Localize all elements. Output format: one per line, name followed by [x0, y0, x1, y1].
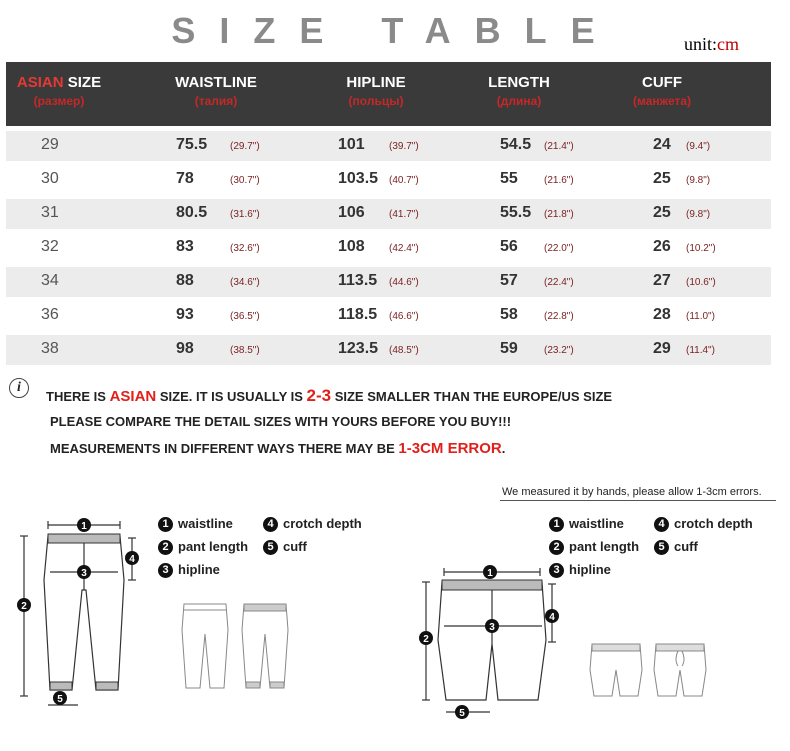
header-length: [459, 74, 579, 108]
header-length-ru: (длина): [496, 94, 542, 108]
cell-hip-in: (40.7"): [389, 175, 419, 186]
cell-waist: 78: [176, 170, 194, 187]
legend-shorts-num-4: 4: [654, 517, 669, 532]
shorts-callout-2: 2: [423, 634, 429, 645]
cell-length: 58: [500, 306, 518, 323]
table-row: [6, 267, 771, 297]
cell-waist: 75.5: [176, 136, 208, 153]
cell-length: 54.5: [500, 136, 532, 153]
cell-waist-in: (31.6"): [230, 209, 260, 220]
cell-size: 36: [41, 306, 59, 323]
header-cuff-ru: (манжета): [632, 94, 692, 108]
cell-hip-in: (48.5"): [389, 345, 419, 356]
legend-waistline-label: waistline: [178, 516, 233, 531]
legend-waistline: [158, 516, 233, 532]
cell-waist-in: (38.5"): [230, 345, 260, 356]
cell-hip: 113.5: [338, 272, 378, 289]
shorts-sketch-front: [588, 640, 644, 700]
cell-length: 55.5: [500, 204, 532, 221]
cell-cuff: 28: [653, 306, 671, 323]
shorts-callout-1: 1: [487, 568, 493, 579]
cell-hip-in: (46.6"): [389, 311, 419, 322]
header-waist: [156, 74, 276, 108]
note-line-1: [46, 386, 612, 406]
table-row: [6, 131, 771, 161]
cell-cuff: 26: [653, 238, 671, 255]
divider: [500, 500, 776, 501]
shorts-diagram: [412, 560, 572, 720]
header-size: [14, 74, 104, 108]
legend-pant-length: [158, 539, 248, 555]
legend-shorts-num-5: 5: [654, 540, 669, 555]
cell-cuff-in: (10.6"): [686, 277, 716, 288]
cell-waist: 83: [176, 238, 194, 255]
note-line-3: [50, 440, 505, 457]
table-row: [6, 233, 771, 263]
cell-cuff-in: (9.4"): [686, 141, 711, 152]
header-cuff: [602, 74, 722, 108]
cell-waist: 80.5: [176, 204, 208, 221]
cell-length: 59: [500, 340, 518, 357]
legend-shorts-num-1: 1: [549, 517, 564, 532]
table-header: [6, 62, 771, 126]
legend-shorts-waistline: [549, 516, 624, 532]
cell-length: 55: [500, 170, 518, 187]
note-1-a: THERE IS: [46, 389, 110, 404]
shorts-callout-3: 3: [489, 622, 495, 633]
cell-hip: 118.5: [338, 306, 378, 323]
cell-cuff: 25: [653, 204, 671, 221]
cell-size: 32: [41, 238, 59, 255]
cell-cuff-in: (10.2"): [686, 243, 716, 254]
cell-size: 38: [41, 340, 59, 357]
legend-pant-length-label: pant length: [178, 539, 249, 554]
legend-cuff-label: cuff: [283, 539, 307, 554]
cell-cuff: 27: [653, 272, 671, 289]
header-waist-label: WAISTLINE: [175, 74, 257, 91]
legend-num-2: 2: [158, 540, 173, 555]
cell-cuff-in: (11.4"): [686, 345, 715, 356]
pants-callout-3: 3: [81, 568, 87, 579]
cell-size: 29: [41, 136, 59, 153]
table-row: [6, 165, 771, 195]
shorts-callout-5: 5: [459, 708, 465, 719]
legend-shorts-crotch-depth-label: crotch depth: [674, 516, 753, 531]
cell-hip-in: (42.4"): [389, 243, 419, 254]
cell-cuff: 29: [653, 340, 671, 357]
cell-cuff: 25: [653, 170, 671, 187]
legend-shorts-cuff-label: cuff: [674, 539, 698, 554]
cell-size: 30: [41, 170, 59, 187]
unit-prefix: unit:: [684, 34, 718, 54]
cell-size: 31: [41, 204, 59, 221]
cell-waist-in: (29.7"): [230, 141, 260, 152]
header-hip-label: HIPLINE: [346, 74, 406, 91]
note-1-range: 2-3: [306, 386, 332, 405]
cell-waist: 93: [176, 306, 194, 323]
cell-length-in: (21.4"): [544, 141, 574, 152]
header-hip-ru: (польцы): [348, 94, 404, 108]
shorts-callout-4: 4: [549, 612, 555, 623]
note-line-2: PLEASE COMPARE THE DETAIL SIZES WITH YOURS BEFORE YOU BUY!!!: [50, 414, 512, 429]
cell-waist: 98: [176, 340, 194, 357]
pants-callout-1: 1: [81, 521, 87, 532]
header-waist-ru: (талия): [194, 94, 238, 108]
legend-shorts-num-3: 3: [549, 563, 564, 578]
cell-hip: 106: [338, 204, 365, 221]
info-icon: i: [9, 378, 29, 398]
cell-length: 56: [500, 238, 518, 255]
header-size-ru: (размер): [33, 94, 85, 108]
cell-length: 57: [500, 272, 518, 289]
legend-num-4: 4: [263, 517, 278, 532]
legend-crotch-depth: [263, 516, 362, 532]
table-row: [6, 301, 771, 331]
cell-waist: 88: [176, 272, 194, 289]
pants-sketch-back: [240, 600, 290, 692]
cell-waist-in: (30.7"): [230, 175, 260, 186]
cell-hip-in: (41.7"): [389, 209, 419, 220]
cell-hip: 123.5: [338, 340, 379, 357]
cell-cuff-in: (9.8"): [686, 175, 711, 186]
header-cuff-label: CUFF: [642, 74, 682, 91]
cell-hip: 108: [338, 238, 365, 255]
legend-shorts-num-2: 2: [549, 540, 564, 555]
legend-shorts-cuff: [654, 539, 698, 555]
cell-cuff-in: (11.0"): [686, 311, 715, 322]
header-size-asian: ASIAN: [16, 74, 64, 91]
note-3-c: .: [501, 441, 506, 456]
legend-shorts-pant-length-label: pant length: [569, 539, 640, 554]
cell-length-in: (22.4"): [544, 277, 574, 288]
cell-cuff-in: (9.8"): [686, 209, 711, 220]
legend-crotch-depth-label: crotch depth: [283, 516, 362, 531]
cell-length-in: (22.8"): [544, 311, 574, 322]
legend-hipline: [158, 562, 220, 578]
unit-value: cm: [717, 34, 740, 54]
cell-cuff: 24: [653, 136, 671, 153]
cell-waist-in: (32.6"): [230, 243, 260, 254]
pants-diagram: [10, 500, 150, 710]
cell-hip: 101: [338, 136, 365, 153]
legend-shorts-hipline-label: hipline: [569, 562, 611, 577]
table-row: [6, 199, 771, 229]
pants-sketch-front: [180, 600, 230, 692]
legend-cuff: [263, 539, 307, 555]
legend-num-5: 5: [263, 540, 278, 555]
page-title: SIZE TABLE: [171, 10, 619, 51]
cell-length-in: (21.6"): [544, 175, 574, 186]
header-hip: [316, 74, 436, 108]
legend-shorts-pant-length: [549, 539, 639, 555]
header-size-label: SIZE: [67, 74, 102, 91]
cell-size: 34: [41, 272, 59, 289]
note-1-e: SIZE SMALLER THAN THE EUROPE/US SIZE: [331, 389, 613, 404]
legend-shorts-waistline-label: waistline: [569, 516, 624, 531]
note-1-c: SIZE. IT IS USUALLY IS: [156, 389, 307, 404]
header-length-label: LENGTH: [488, 74, 550, 91]
shorts-sketch-back: [652, 640, 708, 700]
cell-length-in: (22.0"): [544, 243, 574, 254]
cell-waist-in: (34.6"): [230, 277, 260, 288]
cell-hip-in: (39.7"): [389, 141, 419, 152]
pants-callout-2: 2: [21, 601, 27, 612]
cell-hip: 103.5: [338, 170, 379, 187]
cell-hip-in: (44.6"): [389, 277, 419, 288]
cell-length-in: (21.8"): [544, 209, 574, 220]
note-3-error: 1-3CM ERROR: [398, 440, 502, 457]
measured-note: We measured it by hands, please allow 1-3cm errors.: [502, 486, 762, 498]
legend-num-3: 3: [158, 563, 173, 578]
pants-callout-4: 4: [129, 554, 135, 565]
note-1-asian: ASIAN: [109, 388, 157, 405]
note-3-a: MEASUREMENTS IN DIFFERENT WAYS THERE MAY BE: [50, 441, 399, 456]
legend-shorts-crotch-depth: [654, 516, 753, 532]
unit-label: [684, 34, 739, 55]
pants-callout-5: 5: [57, 694, 63, 705]
cell-waist-in: (36.5"): [230, 311, 260, 322]
legend-num-1: 1: [158, 517, 173, 532]
cell-length-in: (23.2"): [544, 345, 574, 356]
legend-hipline-label: hipline: [178, 562, 220, 577]
table-row: [6, 335, 771, 365]
